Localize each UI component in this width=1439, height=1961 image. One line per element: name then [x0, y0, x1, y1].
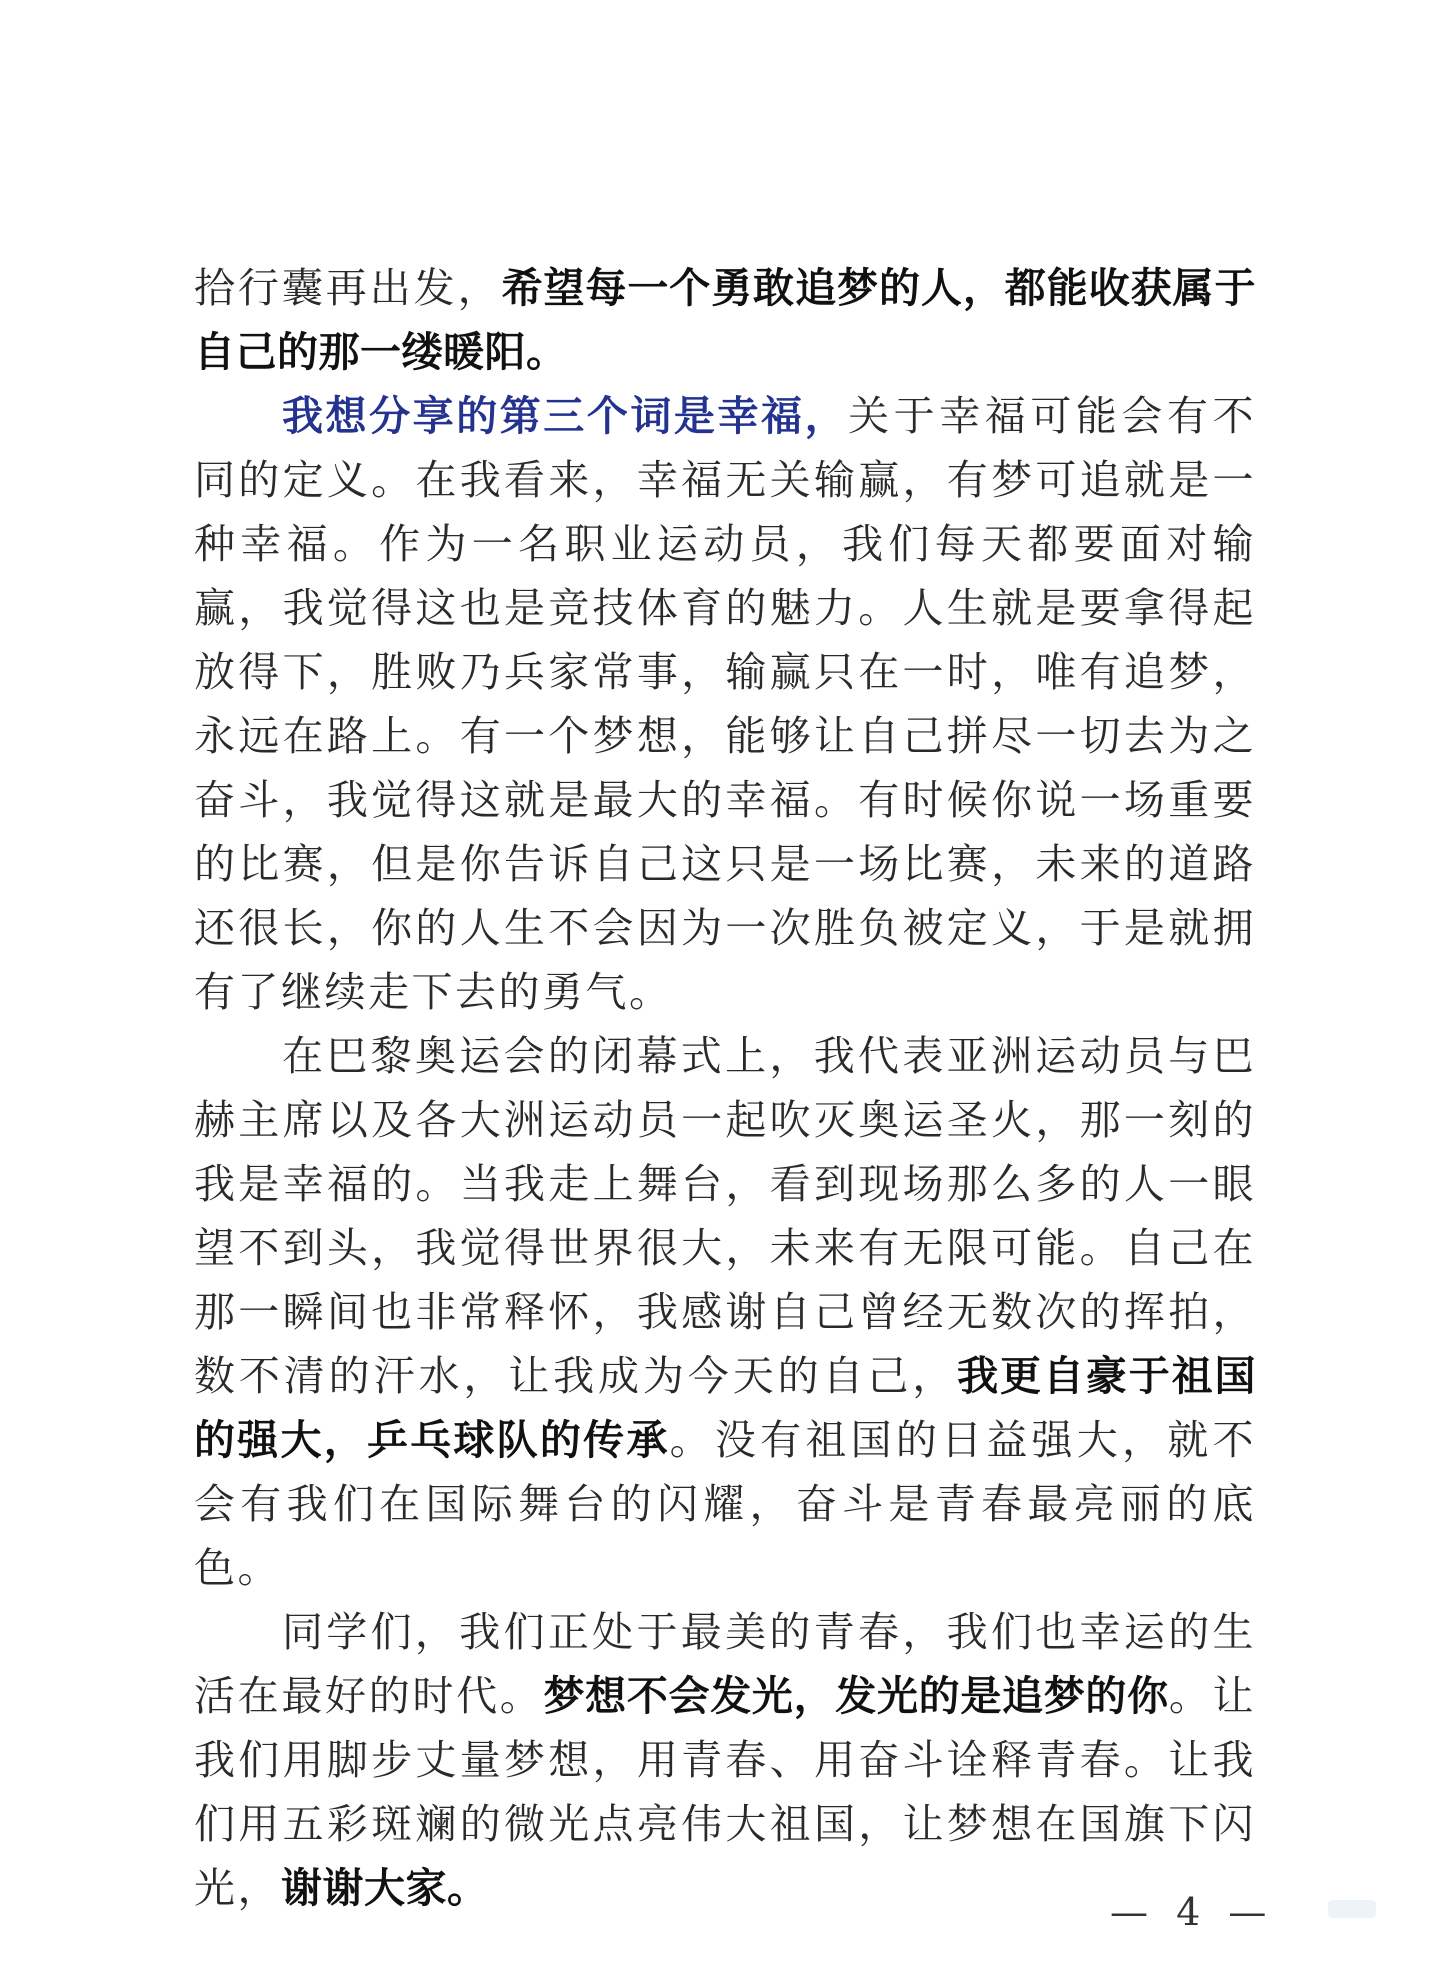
paragraph-4-closing: 谢谢大家。	[281, 1864, 489, 1912]
watermark-logo	[1328, 1900, 1376, 1918]
paragraph-4	[194, 1600, 1256, 1920]
paragraph-1-emphasis: 希望每一个勇敢追梦的人，都能收获属于自己的那一缕暖阳。	[194, 264, 1256, 376]
paragraph-1-text: 拾行囊再出发，	[194, 264, 502, 312]
document-body	[194, 256, 1256, 1920]
paragraph-4-text: 同学们，我们正处于最美的青春，我们也幸运的生活在最好的时代。	[194, 1608, 1256, 1720]
paragraph-3	[194, 1024, 1256, 1600]
page-number: — 4 —	[1110, 1890, 1275, 1934]
paragraph-3-text-end: 。没有祖国的日益强大，就不会有我们在国际舞台的闪耀，奋斗是青春最亮丽的底色。	[194, 1416, 1257, 1592]
paragraph-2-text: 关于幸福可能会有不同的定义。在我看来，幸福无关输赢，有梦可追就是一种幸福。作为一名职业运动员，我们每天都要面对输赢，我觉得这也是竞技体育的魅力。人生就是要拿得起放得下，胜败乃兵家常事，输赢只在一时，唯有追梦，永远在路上。有一个梦想，能够让自己拼尽一切去为之奋斗，我觉得这就是最大的幸福。有时候你说一场重要的比赛，但是你告诉自己这只是一场比赛，未来的道路还很长，你的人生不会因为一次胜负被定义，于是就拥有了继续走下去的勇气。	[194, 392, 1257, 1016]
paragraph-1	[194, 256, 1256, 384]
paragraph-2	[194, 384, 1256, 1024]
paragraph-4-emphasis: 梦想不会发光，发光的是追梦的你	[543, 1672, 1169, 1720]
paragraph-4-text-mid: 。让我们用脚步丈量梦想，用青春、用奋斗诠释青春。让我们用五彩斑斓的微光点亮伟大祖国，让梦想在国旗下闪光，	[194, 1672, 1256, 1912]
paragraph-3-emphasis: 我更自豪于祖国的强大，乒乓球队的传承	[194, 1352, 1257, 1464]
paragraph-3-text: 在巴黎奥运会的闭幕式上，我代表亚洲运动员与巴赫主席以及各大洲运动员一起吹灭奥运圣火，那一刻的我是幸福的。当我走上舞台，看到现场那么多的人一眼望不到头，我觉得世界很大，未来有无限可能。自己在那一瞬间也非常释怀，我感谢自己曾经无数次的挥拍，数不清的汗水，让我成为今天的自己，	[194, 1032, 1256, 1400]
paragraph-2-heading: 我想分享的第三个词是幸福，	[282, 392, 849, 440]
